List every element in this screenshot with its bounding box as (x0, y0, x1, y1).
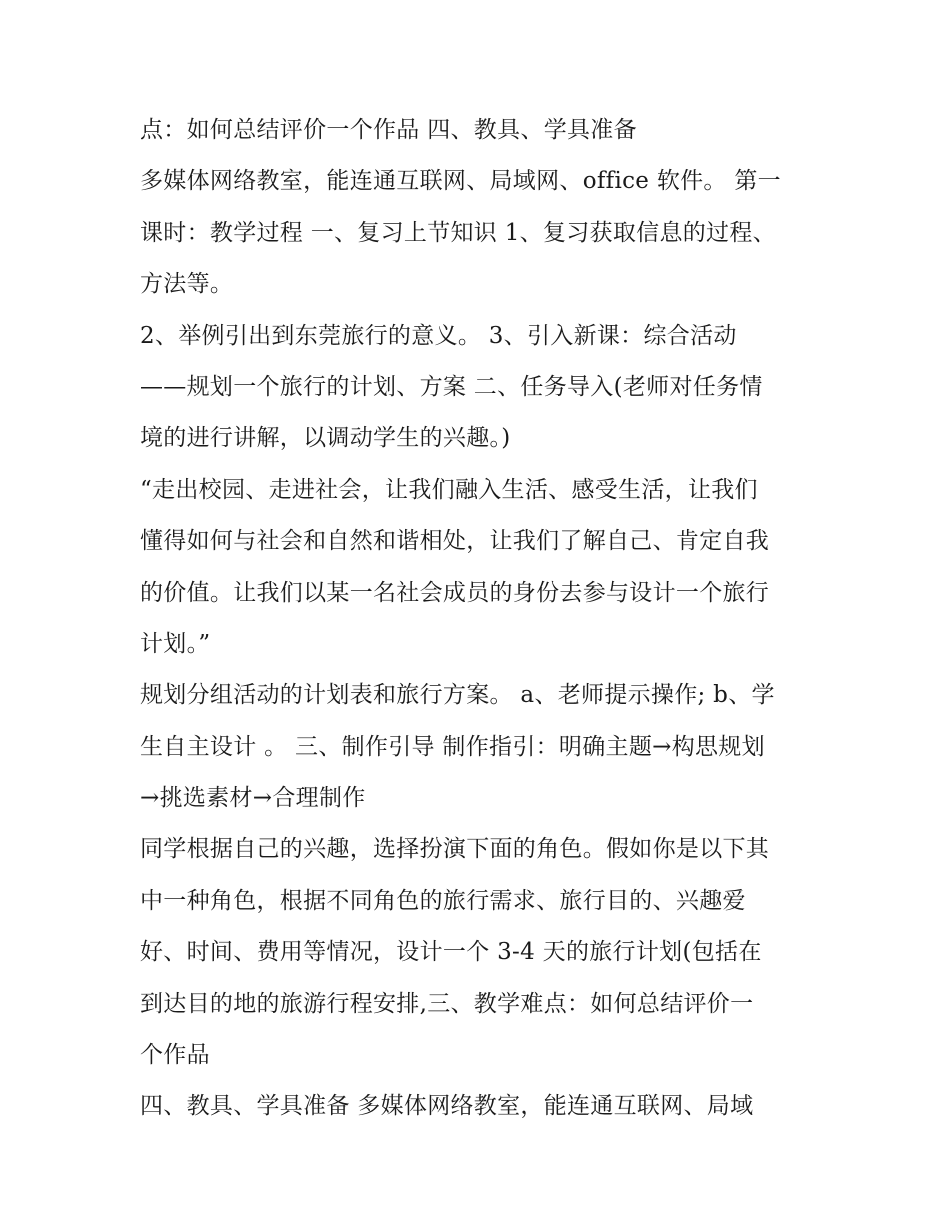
text-line: 四、教具、学具准备 多媒体网络教室，能连通互联网、局域 (140, 1093, 754, 1120)
text-line: 的价值。让我们以某一名社会成员的身份去参与设计一个旅行 (140, 579, 770, 606)
text-line: 同学根据自己的兴趣，选择扮演下面的角色。假如你是以下其 (140, 836, 770, 863)
text-line: 方法等。 (140, 271, 234, 298)
text-line: 到达目的地的旅游行程安排,三、教学难点：如何总结评价一 (140, 990, 754, 1017)
text-line: 懂得如何与社会和自然和谐相处，让我们了解自己、肯定自我 (140, 528, 770, 555)
text-line: 中一种角色，根据不同角色的旅行需求、旅行目的、兴趣爱 (140, 887, 746, 914)
text-line: 多媒体网络教室，能连通互联网、局域网、office 软件。 第一 (140, 168, 781, 195)
text-line: 生自主设计 。 三、制作引导 制作指引：明确主题→构思规划 (140, 733, 765, 760)
text-line: ——规划一个旅行的计划、方案 二、任务导入(老师对任务情 (140, 373, 763, 400)
text-line: “走出校园、走进社会，让我们融入生活、感受生活，让我们 (140, 476, 758, 503)
text-line: 计划。” (140, 630, 211, 657)
text-line: 2、举例引出到东莞旅行的意义。 3、引入新课：综合活动 (140, 322, 737, 349)
text-line: 点：如何总结评价一个作品 四、教具、学具准备 (140, 117, 637, 143)
text-line: 规划分组活动的计划表和旅行方案。 a、老师提示操作; b、学 (140, 682, 775, 709)
text-line: 好、时间、费用等情况，设计一个 3-4 天的旅行计划(包括在 (140, 939, 762, 966)
document-body (140, 110, 820, 1138)
text-line: 境的进行讲解，以调动学生的兴趣。) (140, 425, 511, 452)
text-line: →挑选素材→合理制作 (140, 785, 366, 812)
text-line: 课时：教学过程 一、复习上节知识 1、复习获取信息的过程、 (140, 219, 776, 246)
text-line: 个作品 (140, 1042, 210, 1069)
